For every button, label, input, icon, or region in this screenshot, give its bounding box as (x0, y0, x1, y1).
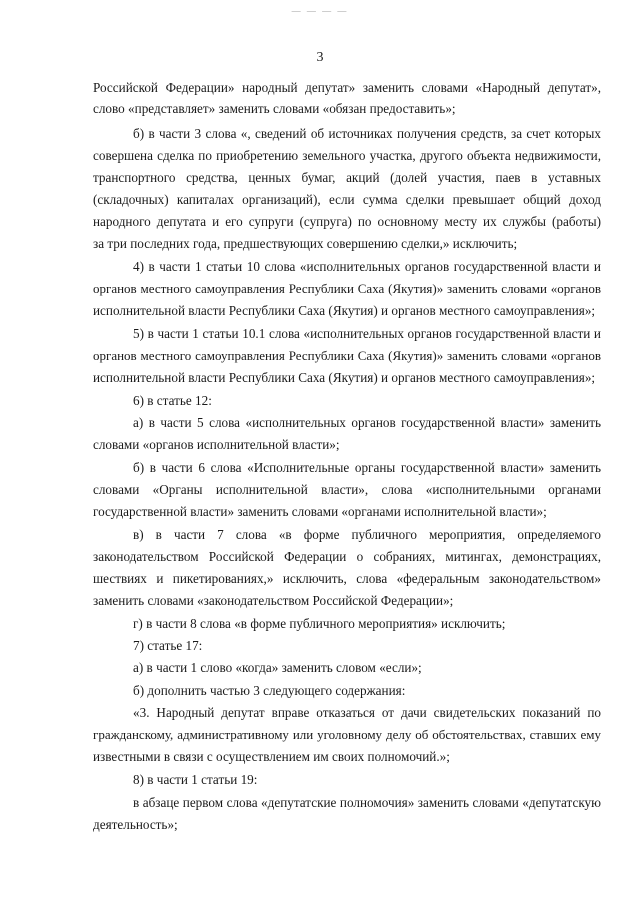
text-line: органов местного самоуправления Республики Саха (Якутия)» заменить словами «органов (93, 281, 601, 296)
text-line: совершена сделка по приобретению земельного участка, другого объекта недвижимости, (93, 148, 601, 163)
text-line: 6) в статье 12: (133, 393, 212, 408)
text-line: государственной власти» заменить словами «органами исполнительной власти»; (93, 504, 547, 519)
text-line: органов местного самоуправления Республики Саха (Якутия)» заменить словами «органов (93, 348, 601, 363)
text-line: словами «органов исполнительной власти»; (93, 437, 340, 452)
text-line: народного депутата и его супруги (супруга) по основному месту их службы (работы) (93, 214, 601, 229)
header-marks: — — — — (291, 6, 349, 16)
text-line: б) в части 6 слова «Исполнительные органы государственной власти» заменить (133, 460, 601, 475)
text-line: а) в части 1 слово «когда» заменить словом «если»; (133, 660, 422, 675)
text-line: «3. Народный депутат вправе отказаться от дачи свидетельских показаний по (133, 705, 601, 720)
text-line: 4) в части 1 статьи 10 слова «исполнительных органов государственной власти и (133, 259, 601, 274)
text-line: словами «Органы исполнительной власти», слова «исполнительными органами (93, 482, 601, 497)
text-line: в абзаце первом слова «депутатские полномочия» заменить словами «депутатскую (133, 795, 601, 810)
text-line: 8) в части 1 статьи 19: (133, 772, 258, 787)
text-line: б) дополнить частью 3 следующего содержания: (133, 683, 406, 698)
text-line: б) в части 3 слова «, сведений об источниках получения средств, за счет которых (133, 126, 601, 141)
text-line: (складочных) капиталах организаций), если сумма сделки превышает общий доход (93, 192, 601, 207)
text-line: в) в части 7 слова «в форме публичного мероприятия, определяемого (133, 527, 601, 542)
text-line: шествиях и пикетированиях,» исключить, слова «федеральным законодательством» (93, 571, 601, 586)
text-line: а) в части 5 слова «исполнительных органов государственной власти» заменить (133, 415, 601, 430)
text-line: за три последних года, предшествующих совершению сделки,» исключить; (93, 236, 518, 251)
text-line: исполнительной власти Республики Саха (Якутия) и органов местного самоуправления»; (93, 370, 596, 385)
text-line: деятельность»; (93, 817, 178, 832)
page-number: 3 (316, 50, 324, 65)
text-line: транспортного средства, ценных бумаг, акций (долей участия, паев в уставных (93, 170, 601, 185)
text-line: гражданскому, административному или уголовному делу об обстоятельствах, ставших ему (93, 727, 601, 742)
text-line: 7) статье 17: (133, 638, 203, 653)
text-line: г) в части 8 слова «в форме публичного мероприятия» исключить; (133, 616, 506, 631)
text-line: Российской Федерации» народный депутат» заменить словами «Народный депутат», (93, 80, 601, 95)
text-line: 5) в части 1 статьи 10.1 слова «исполнительных органов государственной власти и (133, 326, 601, 341)
text-line: слово «представляет» заменить словами «обязан предоставить»; (93, 101, 456, 116)
text-line: исполнительной власти Республики Саха (Якутия) и органов местного самоуправления»; (93, 303, 596, 318)
text-line: заменить словами «законодательством Российской Федерации»; (93, 593, 454, 608)
text-line: законодательством Российской Федерации о собраниях, митингах, демонстрациях, (93, 549, 601, 564)
text-line: известными в связи с осуществлением им своих полномочий.»; (93, 749, 450, 764)
